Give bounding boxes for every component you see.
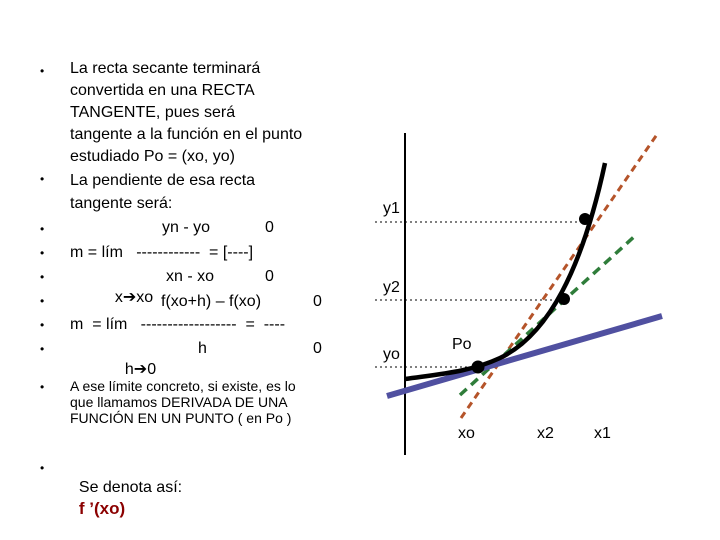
arrow-right-icon: ➔ (122, 289, 137, 306)
bullet: • (40, 246, 45, 260)
paragraph-line: estudiado Po = (xo, yo) (70, 148, 235, 165)
bullet: • (40, 222, 45, 236)
label-xo: xo (458, 425, 475, 442)
function-curve (405, 163, 605, 379)
paragraph-line: TANGENTE, pues será (70, 104, 236, 121)
label-yo: yo (383, 346, 400, 363)
bullet: • (40, 172, 45, 186)
label-y1: y1 (383, 200, 400, 217)
formula-numerator-zero: 0 (313, 293, 322, 310)
formula-numerator: f(xo+h) – f(xo) (161, 293, 262, 310)
point-p1 (579, 213, 591, 225)
formula-denominator: h (198, 340, 207, 357)
arrow-right-icon: ➔ (133, 361, 148, 378)
paragraph-line: FUNCIÓN EN UN PUNTO ( en Po ) (70, 410, 292, 426)
formula-denominator: xn - xo (166, 268, 215, 285)
formula-denominator-zero: 0 (313, 340, 322, 357)
bullet: • (40, 461, 45, 475)
formula-main: m = lím ------------ = [----] (70, 244, 254, 261)
derivative-expression: f ’(xo) (78, 499, 126, 518)
paragraph-line: que llamamos DERIVADA DE UNA (70, 394, 288, 410)
limit-variable: x (114, 289, 123, 306)
paragraph-line: tangente será: (70, 195, 173, 212)
bullet: • (40, 294, 45, 308)
label-po: Po (452, 336, 472, 353)
paragraph-line: tangente a la función en el punto (70, 126, 303, 143)
formula-numerator: yn - yo (162, 219, 211, 236)
label-x2: x2 (537, 425, 554, 442)
point-po (472, 361, 485, 374)
secant-line-po-p1 (461, 133, 658, 418)
formula-main: m = lím ------------------ = ---- (70, 316, 286, 333)
formula-numerator-zero: 0 (265, 219, 274, 236)
limit-target: xo (136, 289, 154, 306)
formula-denominator-zero: 0 (265, 268, 274, 285)
limit-target: 0 (147, 361, 157, 378)
notation-label: Se denota así: (78, 479, 183, 496)
paragraph-line: La pendiente de esa recta (70, 172, 256, 189)
limit-variable: h (124, 361, 134, 378)
paragraph-line: convertida en una RECTA (70, 82, 255, 99)
bullet: • (40, 318, 45, 332)
bullet: • (40, 380, 45, 394)
bullet: • (40, 342, 45, 356)
label-x1: x1 (594, 425, 611, 442)
paragraph-line: A ese límite concreto, si existe, es lo (70, 378, 296, 394)
paragraph-line: La recta secante terminará (70, 60, 261, 77)
label-y2: y2 (383, 279, 400, 296)
bullet: • (40, 270, 45, 284)
bullet: • (40, 64, 45, 78)
point-p2 (558, 293, 570, 305)
